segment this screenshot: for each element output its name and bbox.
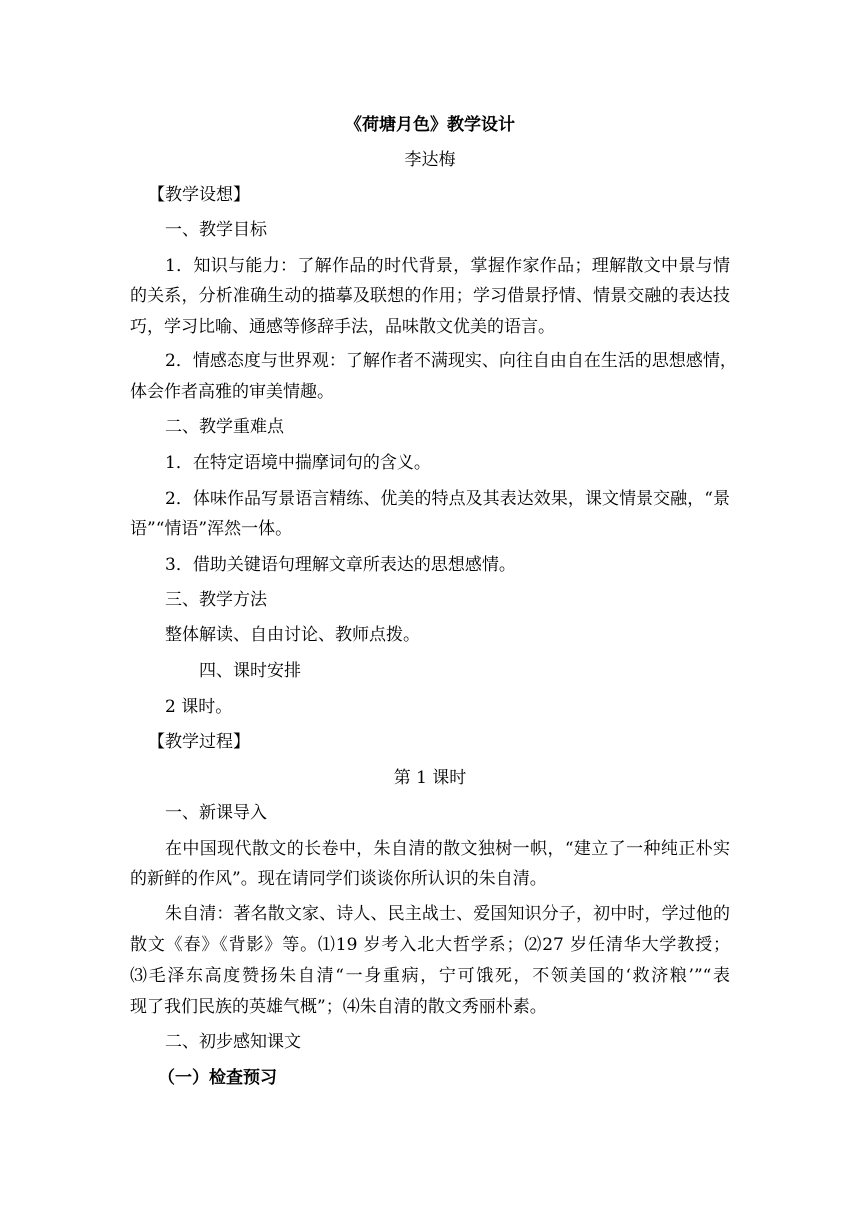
zhu-line3: ⑶毛泽东高度赞扬朱自清“一身重病，宁可饿死，不领美国的‘救济粮’”“表: [130, 966, 730, 986]
zhu-line1: 朱自清：著名散文家、诗人、民主战士、爱国知识分子，初中时，学过他的: [165, 904, 730, 924]
heading-perceive: 二、初步感知课文: [165, 1032, 301, 1052]
goal1-line3: 巧，学习比喻、通感等修辞手法，品味散文优美的语言。: [130, 317, 555, 337]
document-author: 李达梅: [404, 150, 456, 170]
heading-method: 三、教学方法: [165, 590, 267, 610]
key-point-2-line2: 语”“情语”浑然一体。: [130, 519, 293, 539]
goal2-line2: 体会作者高雅的审美情趣。: [130, 382, 334, 402]
schedule-text: 2 课时。: [165, 697, 233, 717]
heading-check-preview: （一）检查预习: [158, 1068, 277, 1088]
key-point-2-line1: 2．体味作品写景语言精练、优美的特点及其表达效果，课文情景交融，“景: [165, 489, 730, 509]
goal1-line1: 1．知识与能力：了解作品的时代背景，掌握作家作品；理解散文中景与情: [165, 256, 730, 276]
key-point-1: 1．在特定语境中揣摩词句的含义。: [165, 453, 431, 473]
heading-key-points: 二、教学重难点: [165, 417, 284, 437]
section-heading-design: 【教学设想】: [148, 185, 250, 205]
section-heading-process: 【教学过程】: [148, 732, 250, 752]
goal1-line2: 的关系，分析准确生动的描摹及联想的作用；学习借景抒情、情景交融的表达技: [130, 286, 730, 306]
heading-schedule: 四、课时安排: [199, 661, 301, 681]
lesson-1-heading: 第 1 课时: [393, 768, 467, 788]
goal2-line1: 2．情感态度与世界观：了解作者不满现实、向往自由自在生活的思想感情，: [165, 351, 737, 371]
document-title: 《荷塘月色》教学设计: [345, 115, 515, 135]
method-text: 整体解读、自由讨论、教师点拨。: [165, 625, 420, 645]
intro-line2: 的新鲜的作风”。现在请同学们谈谈你所认识的朱自清。: [130, 869, 547, 889]
zhu-line4: 现了我们民族的英雄气概”；⑷朱自清的散文秀丽朴素。: [130, 997, 547, 1017]
zhu-line2: 散文《春》《背影》等。⑴19 岁考入北大哲学系；⑵27 岁任清华大学教授；: [130, 935, 730, 955]
intro-line1: 在中国现代散文的长卷中，朱自清的散文独树一帜，“建立了一种纯正朴实: [165, 839, 730, 859]
heading-goals: 一、教学目标: [165, 220, 267, 240]
key-point-3: 3．借助关键语句理解文章所表达的思想感情。: [165, 555, 516, 575]
heading-intro: 一、新课导入: [165, 803, 267, 823]
